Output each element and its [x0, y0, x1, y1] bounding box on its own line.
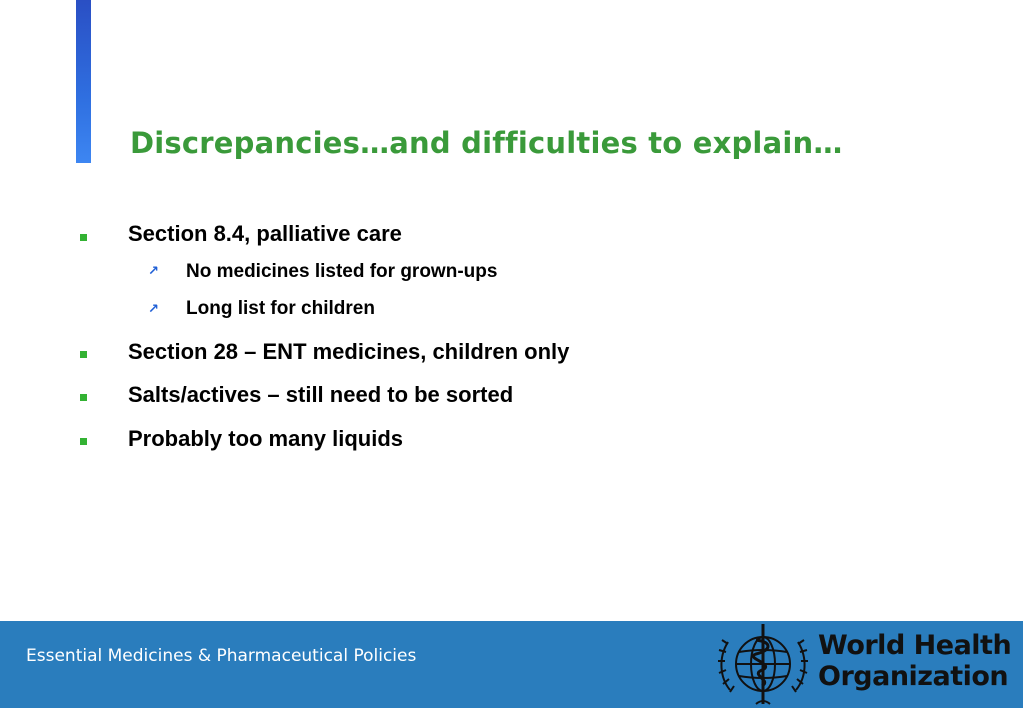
slide-title: Discrepancies…and difficulties to explain…: [130, 126, 843, 160]
bullet-item: Salts/actives – still need to be sorted: [128, 382, 514, 407]
sub-bullet-item: No medicines listed for grown-ups: [186, 261, 498, 282]
arrow-bullet-icon: ↗: [148, 264, 159, 279]
logo-line-1: World Health: [818, 630, 1012, 661]
bullet-square-icon: [80, 234, 87, 241]
sub-bullet-item: Long list for children: [186, 298, 375, 319]
accent-bar: [76, 0, 91, 163]
bullet-item: Probably too many liquids: [128, 426, 404, 451]
logo-line-2: Organization: [818, 661, 1009, 692]
bullet-item: Section 8.4, palliative care: [128, 221, 402, 246]
bullet-square-icon: [80, 438, 87, 445]
bullet-square-icon: [80, 394, 87, 401]
footer-text: Essential Medicines & Pharmaceutical Policies: [26, 646, 417, 666]
who-emblem-icon: [716, 620, 810, 706]
bullet-item: Section 28 – ENT medicines, children only: [128, 339, 570, 364]
who-logo-text: [818, 630, 1012, 692]
bullet-square-icon: [80, 351, 87, 358]
arrow-bullet-icon: ↗: [148, 302, 159, 317]
